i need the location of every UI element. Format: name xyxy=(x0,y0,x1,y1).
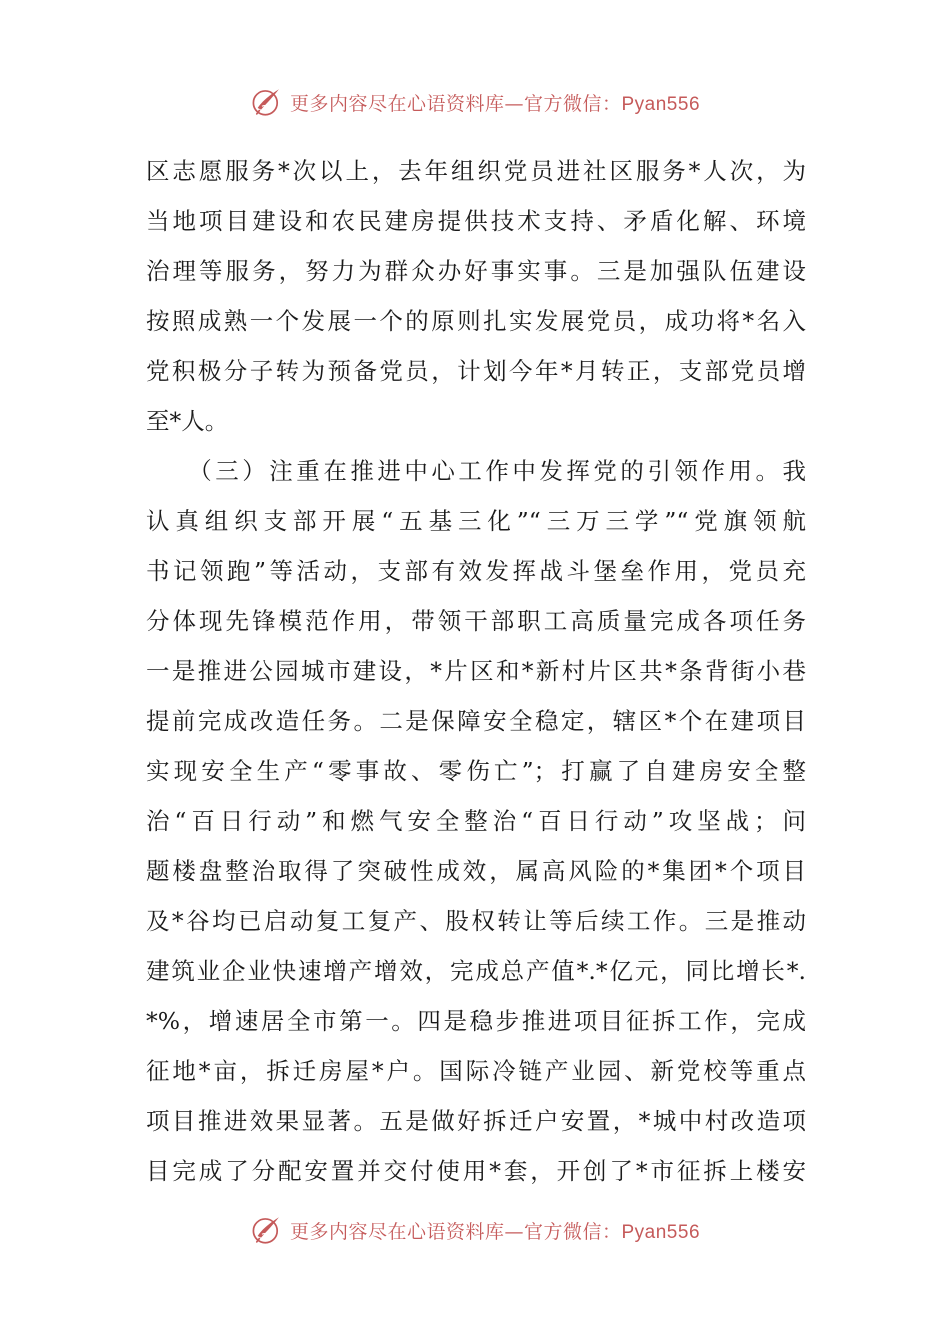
text-line: *%，增速居全市第一。四是稳步推进项目征拆工作，完成 xyxy=(146,1007,806,1035)
wechat-id: Pyan556 xyxy=(621,1221,701,1243)
footer-banner xyxy=(0,1210,950,1250)
text-line: 当地项目建设和农民建房提供技术支持、矛盾化解、环境 xyxy=(146,207,806,235)
text-line: 一是推进公园城市建设，*片区和*新村片区共*条背街小巷 xyxy=(146,657,806,685)
text-line: 建筑业企业快速增产增效，完成总产值*.*亿元，同比增长*. xyxy=(146,957,806,985)
text-line: 征地*亩，拆迁房屋*户。国际冷链产业园、新党校等重点 xyxy=(146,1057,806,1085)
text-line: 治理等服务，努力为群众办好事实事。三是加强队伍建设 xyxy=(146,257,806,285)
text-line: 题楼盘整治取得了突破性成效，属高风险的*集团*个项目 xyxy=(146,857,806,885)
banner-text: 更多内容尽在心语资料库—官方微信：Pyan556 xyxy=(289,92,701,115)
text-line: 至*人。 xyxy=(146,407,229,435)
text-line: 提前完成改造任务。二是保障安全稳定，辖区*个在建项目 xyxy=(146,707,806,735)
wechat-id: Pyan556 xyxy=(621,93,701,115)
text-line: 目完成了分配安置并交付使用*套，开创了*市征拆上楼安 xyxy=(146,1157,806,1185)
text-line: 项目推进效果显著。五是做好拆迁户安置，*城中村改造项 xyxy=(146,1107,806,1135)
text-line: 治“百日行动”和燃气安全整治“百日行动”攻坚战；问 xyxy=(146,807,806,835)
text-line: 区志愿服务*次以上，去年组织党员进社区服务*人次，为 xyxy=(146,157,806,185)
text-line: 按照成熟一个发展一个的原则扎实发展党员，成功将*名入 xyxy=(146,307,806,335)
text-line: 及*谷均已启动复工复产、股权转让等后续工作。三是推动 xyxy=(146,907,806,935)
text-line: 书记领跑”等活动，支部有效发挥战斗堡垒作用，党员充 xyxy=(146,557,806,585)
header-banner xyxy=(0,82,950,122)
text-line: 党积极分子转为预备党员，计划今年*月转正，支部党员增 xyxy=(146,357,806,385)
quill-pen-logo-icon xyxy=(250,1213,284,1247)
section-heading-line: （三）注重在推进中心工作中发挥党的引领作用。我 xyxy=(146,457,806,485)
document-body xyxy=(146,146,806,1196)
banner-text: 更多内容尽在心语资料库—官方微信：Pyan556 xyxy=(289,1220,701,1243)
text-line: 分体现先锋模范作用，带领干部职工高质量完成各项任务 xyxy=(146,607,806,635)
quill-pen-logo-icon xyxy=(250,85,284,119)
text-line: 实现安全生产“零事故、零伤亡”；打赢了自建房安全整 xyxy=(146,757,806,785)
text-line: 认真组织支部开展“五基三化”“三万三学”“党旗领航 xyxy=(146,507,806,535)
